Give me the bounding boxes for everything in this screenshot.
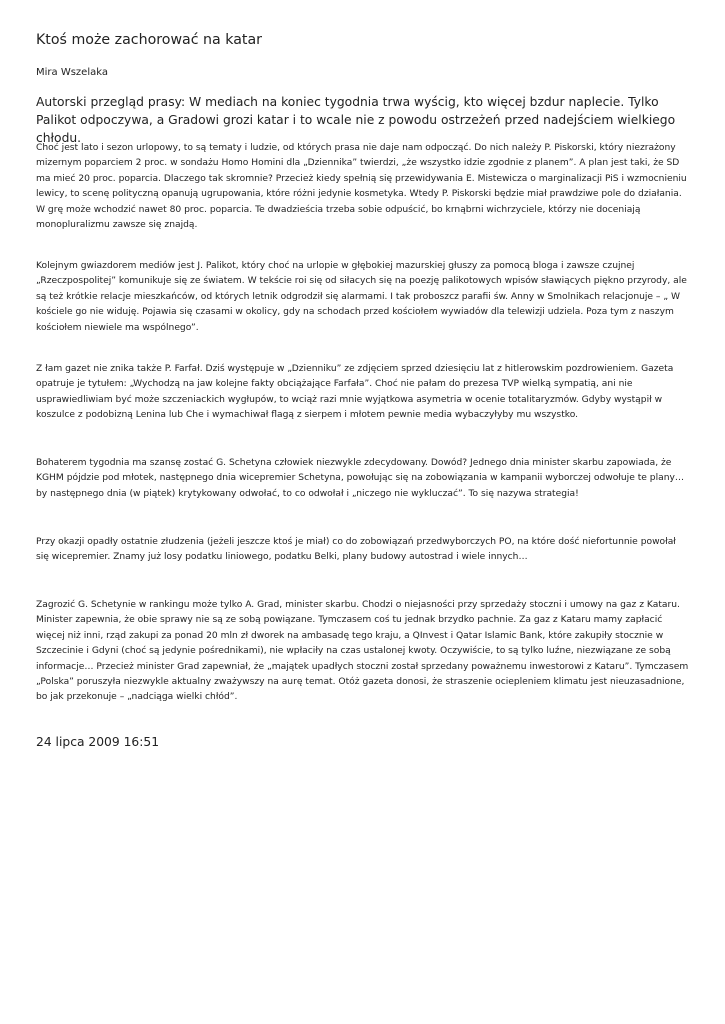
article-title: Ktoś może zachorować na katar bbox=[36, 32, 263, 48]
article-lead: Autorski przegląd prasy: W mediach na koniec tygodnia trwa wyścig, kto więcej bzdur naplecie. Tylko Palikot odpoczywa, a Gradowi grozi katar i to wcale nie z powodu ostrzeżeń przed nadejściem wielkiego chłodu. bbox=[36, 95, 676, 145]
article-paragraph: Zagrozić G. Schetynie w rankingu może tylko A. Grad, minister skarbu. Chodzi o niejasności przy sprzedaży stoczni i umowy na gaz z Kataru. Minister zapewnia, że obie sprawy nie są ze sobą powiązane. Tymczasem coś tu jednak brzydko pachnie. Za gaz z Kataru mamy zapłacić więcej niż inni, rząd zakupi za ponad 20 mln zł dworek na ambasadę tego kraju, a QInvest i Qatar Islamic Bank, które zakupiły stocznie w Szczecinie i Gdyni (choć są jedynie pośrednikami), nie wpłaciły na czas ustalonej kwoty. Oczywiście, to są tylko luźne, niezwiązane ze sobą informacje… Przecież minister Grad zapewniał, że „majątek upadłych stoczni został sprzedany poważnemu inwestorowi z Kataru”. Tymczasem „Polska” poruszyła niezwykle aktualny zważywszy na aurę temat. Otóż gazeta donosi, że straszenie ociepleniem klimatu jest nieuzasadnione, bo jak przekonuje – „nadciąga wielki chłód”. bbox=[36, 600, 689, 703]
article-author: Mira Wszelaka bbox=[36, 67, 108, 78]
article-paragraph: Kolejnym gwiazdorem mediów jest J. Palikot, który choć na urlopie w głębokiej mazurskiej głuszy za pomocą bloga i zawsze czujnej „Rzeczpospolitej” komunikuje się ze światem. W tekście roi się od siłacych się na poezję palikotowych wpisów sławiących piękno przyrody, ale są też krótkie relacje mieszkańców, od których letnik odgrodził się alarmami. I tak proboszcz parafii św. Anny w Smolnikach relacjonuje – „ W kościele go nie widuję. Pojawia się czasami w okolicy, gdy na schodach przed kościołem wywiadów dla telewizji udziela. Poza tym z naszym kościołem niewiele ma wspólnego”. bbox=[36, 261, 687, 333]
publication-date: 24 lipca 2009 16:51 bbox=[36, 735, 160, 749]
article-paragraph: Bohaterem tygodnia ma szansę zostać G. Schetyna człowiek niezwykle zdecydowany. Dowód? Jednego dnia minister skarbu zapowiada, że KGHM pójdzie pod młotek, następnego dnia wicepremier Schetyna, powołując się na zobowiązania w kampanii wyborczej odwołuje te plany… by następnego dnia (w piątek) krytykowany odwołać, to co odwołał i „niczego nie wykluczać”. To się nazywa strategia! bbox=[36, 458, 685, 499]
article-paragraph: Przy okazji opadły ostatnie złudzenia (jeżeli jeszcze ktoś je miał) co do zobowiązań przedwyborczych PO, na które dość niefortunnie powołał się wicepremier. Znamy już losy podatku liniowego, podatku Belki, plany budowy autostrad i wiele innych… bbox=[36, 537, 676, 563]
article-paragraph: Choć jest lato i sezon urlopowy, to są tematy i ludzie, od których prasa nie daje nam odpocząć. Do nich należy P. Piskorski, który niezrażony mizernym poparciem 2 proc. w sondażu Homo Homini dla „Dziennika” twierdzi, „że wszystko idzie zgodnie z planem”. A plan jest taki, że SD ma mieć 20 proc. poparcia. Dlaczego tak skromnie? Przecież kiedy spełnią się przewidywania E. Mistewicza o marginalizacji PiS i wzmocnieniu lewicy, to scenę polityczną opanują ugrupowania, które różni jedynie kosmetyka. Wtedy P. Piskorski będzie miał prawdziwe pole do działania. W grę może wchodzić nawet 80 proc. poparcia. Te dwadzieścia trzeba sobie odpuścić, bo krnąbrni wichrzyciele, którzy nie doceniają monopluralizmu zawsze się znajdą. bbox=[36, 143, 687, 231]
article-paragraph: Z łam gazet nie znika także P. Farfał. Dziś występuje w „Dzienniku” ze zdjęciem sprzed dziesięciu lat z hitlerowskim pozdrowieniem. Gazeta opatruje je tytułem: „Wychodzą na jaw kolejne fakty obciążające Farfała”. Choć nie pałam do prezesa TVP wielką sympatią, ani nie usprawiedliwiam być może szczeniackich wygłupów, to wciąż razi mnie wyjątkowa asymetria w ocenie totalitaryzmów. Gdyby wystąpił w koszulce z podobizną Lenina lub Che i wymachiwał flagą z sierpem i młotem pewnie media wybaczyłyby mu wszystko. bbox=[36, 364, 674, 421]
